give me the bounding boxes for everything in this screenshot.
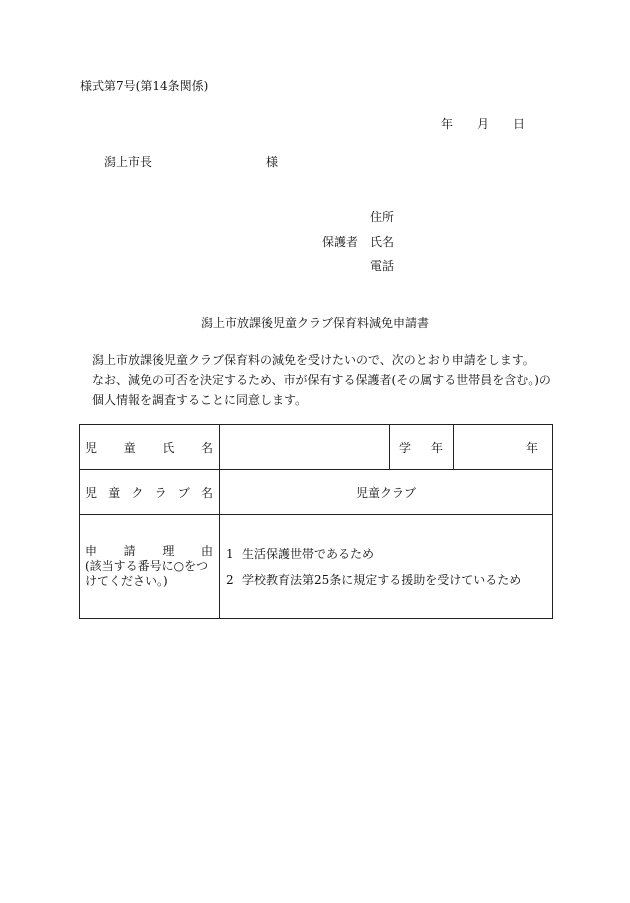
reason-options (220, 515, 553, 619)
reason-option-2[interactable]: 2 学校教育法第25条に規定する援助を受けているため (226, 572, 522, 587)
body-line-2: なお、減免の可否を決定するため、市が保有する保護者(その属する世帯員を含む。)の個人情報を調査することに同意します。 (92, 373, 551, 407)
body-text (80, 350, 560, 410)
grade-label: 学 年 (390, 425, 454, 470)
document-title: 潟上市放課後児童クラブ保育料減免申請書 (200, 316, 429, 330)
child-name-field[interactable] (220, 425, 390, 470)
club-name-field[interactable] (220, 470, 553, 515)
club-name-row (80, 470, 553, 515)
reason-label: 申 請 理 由 (該当する番号に○をつけてください。) (80, 515, 220, 619)
child-name-label: 児 童 氏 名 (80, 425, 220, 470)
club-suffix: 児童クラブ (355, 485, 416, 500)
date-month-label: 月 (477, 117, 490, 131)
honorific: 様 (266, 155, 279, 169)
name-label: 氏名 (370, 235, 395, 249)
application-table (79, 424, 553, 619)
club-name-label: 児 童 ク ラ ブ 名 (80, 470, 220, 515)
date-day-label: 日 (513, 117, 526, 131)
grade-unit: 年 (525, 440, 538, 455)
body-line-1: 潟上市放課後児童クラブ保育料の減免を受けたいので、次のとおり申請をします。 (92, 353, 535, 367)
reason-note: (該当する番号に○をつけてください。) (85, 559, 209, 588)
reason-row (80, 515, 553, 619)
guardian-label: 保護者 (322, 235, 359, 249)
form-number: 様式第7号(第14条関係) (80, 79, 209, 93)
addressee: 潟上市長 (104, 155, 153, 169)
child-name-row (80, 425, 553, 470)
grade-field[interactable] (454, 425, 553, 470)
date-year-label: 年 (441, 117, 454, 131)
address-label: 住所 (370, 210, 395, 224)
date-line (441, 117, 525, 131)
phone-label: 電話 (370, 259, 395, 273)
reason-option-1[interactable]: 1 生活保護世帯であるため (226, 546, 375, 561)
